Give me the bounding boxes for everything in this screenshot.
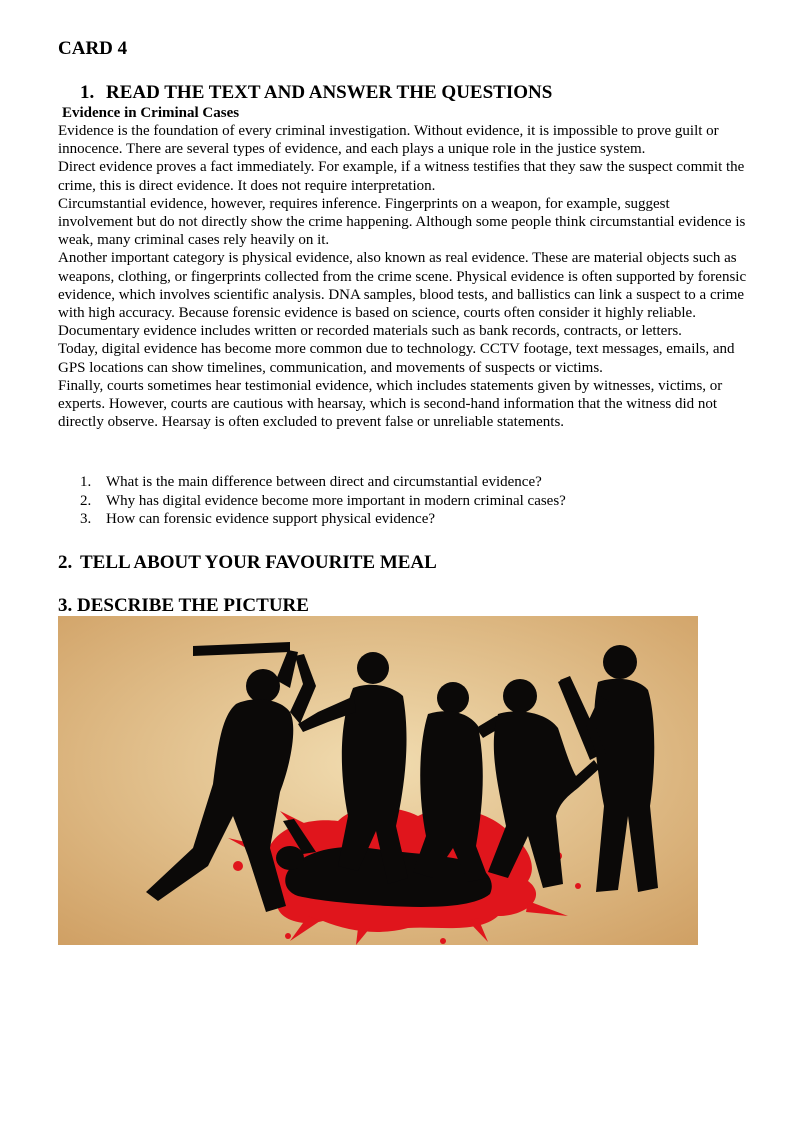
- section-1-heading: [80, 82, 552, 104]
- section-2-number: 2.: [58, 552, 73, 573]
- section-1-title: READ THE TEXT AND ANSWER THE QUESTIONS: [106, 82, 553, 103]
- reading-text: [58, 122, 748, 431]
- paragraph: Documentary evidence includes written or recorded materials such as bank records, contracts, or letters.: [58, 323, 682, 340]
- paragraph: Circumstantial evidence, however, requires inference. Fingerprints on a weapon, for example, suggest involvement but do not directly show the crime happening. Although some people think circumstantial evidence is weak, many criminal cases rely heavily on it.: [58, 195, 746, 249]
- question-number: 2.: [80, 492, 92, 509]
- question-text: What is the main difference between direct and circumstantial evidence?: [106, 474, 542, 490]
- section-3-heading: 3. DESCRIBE THE PICTURE: [58, 595, 309, 616]
- question-item: [80, 510, 566, 529]
- paragraph: Finally, courts sometimes hear testimonial evidence, which includes statements given by witnesses, victims, or experts. However, courts are cautious with hearsay, which is second-hand information that the witness did not directly observe. Hearsay is often excluded to prevent false or unreliable statements.: [58, 377, 723, 431]
- question-item: [80, 492, 566, 511]
- question-number: 3.: [80, 511, 92, 527]
- question-text: Why has digital evidence become more important in modern criminal cases?: [106, 492, 566, 509]
- section-1-number: 1.: [80, 82, 95, 103]
- card-title: CARD 4: [58, 38, 128, 59]
- question-text: How can forensic evidence support physical evidence?: [106, 511, 436, 527]
- section-2-title: TELL ABOUT YOUR FAVOURITE MEAL: [80, 552, 437, 573]
- section-2-heading: [58, 552, 437, 574]
- question-item: [80, 473, 566, 492]
- text-subtitle: Evidence in Criminal Cases: [62, 105, 240, 121]
- paragraph: Direct evidence proves a fact immediately. For example, if a witness testifies that they saw the suspect commit the crime, this is direct evidence. It does not require interpretation.: [58, 159, 745, 194]
- paragraph: Another important category is physical evidence, also known as real evidence. These are material objects such as weapons, clothing, or fingerprints collected from the crime scene. Physical evidence is often supported by forensic evidence, which involves scientific analysis. DNA samples, blood tests, and ballistics can link a suspect to a crime with high accuracy. Because forensic evidence is based on science, courts often consider it highly reliable.: [58, 250, 747, 322]
- paragraph: Evidence is the foundation of every criminal investigation. Without evidence, it is impossible to prove guilt or innocence. There are several types of evidence, and each plays a unique role in the justice system.: [58, 123, 719, 158]
- paragraph: Today, digital evidence has become more common due to technology. CCTV footage, text messages, emails, and GPS locations can show timelines, communication, and movements of suspects or victims.: [58, 341, 735, 376]
- question-list: [80, 473, 566, 529]
- question-number: 1.: [80, 474, 92, 490]
- crime-scene-picture: [58, 616, 698, 945]
